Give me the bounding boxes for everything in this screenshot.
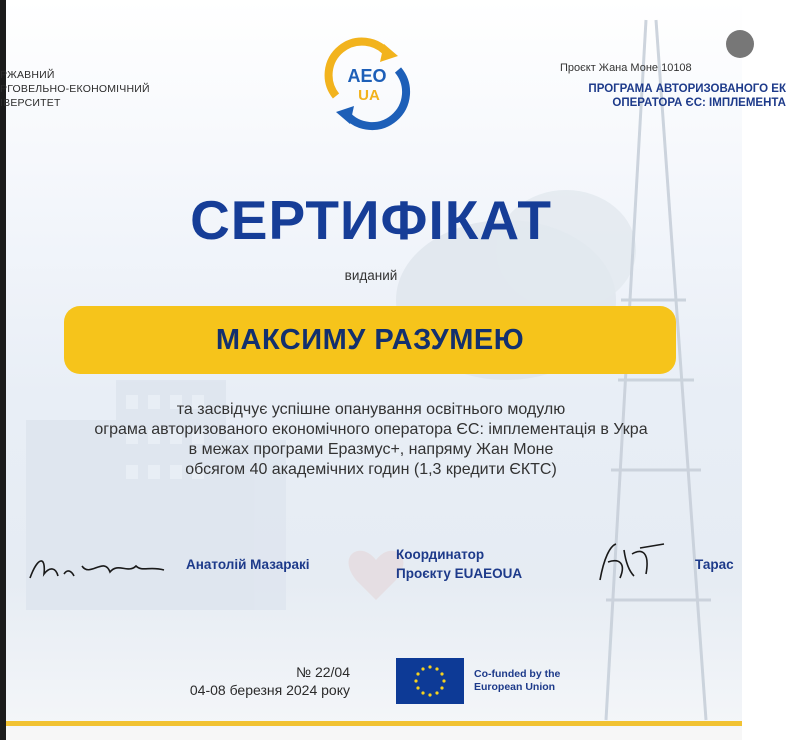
signer-1-name: Анатолій Мазаракі: [186, 557, 310, 572]
coordinator-line-2: Проєкту EUAEOUA: [396, 566, 523, 581]
photo-bottom-margin: [6, 728, 742, 740]
body-line-1: та засвідчує успішне опанування освітнього модулю: [176, 401, 566, 418]
university-line-1: РЖАВНИЙ: [0, 69, 55, 81]
certificate-title: СЕРТИФІКАТ: [190, 189, 552, 251]
project-number: Проєкт Жана Моне 10108: [560, 62, 692, 74]
certificate-number: № 22/04: [296, 664, 350, 680]
body-line-3: в межах програми Еразмус+, напряму Жан Моне: [188, 441, 554, 458]
eu-line-1: Co-funded by the: [474, 668, 561, 680]
signature-1-image: [24, 548, 174, 588]
university-line-2: РГОВЕЛЬНО-ЕКОНОМІЧНИЙ: [0, 83, 150, 95]
body-line-2: ограма авторизованого економічного оператора ЄС: імплементація в Укра: [94, 421, 648, 438]
recipient-name: МАКСИМУ РАЗУМЕЮ: [215, 324, 525, 356]
university-line-3: ІВЕРСИТЕТ: [0, 97, 61, 109]
corner-control[interactable]: [726, 30, 754, 58]
eu-line-2: European Union: [474, 681, 556, 693]
aeo-ua-logo: [318, 38, 416, 128]
program-line-2: ОПЕРАТОРА ЄС: ІМПЛЕМЕНТА: [612, 97, 786, 109]
eu-flag-icon: [396, 658, 464, 704]
coordinator-line-1: Координатор: [396, 547, 485, 562]
program-line-1: ПРОГРАМА АВТОРИЗОВАНОГО ЕК: [588, 83, 786, 95]
logo-ua-text: UA: [358, 87, 380, 104]
signature-2-image: [590, 538, 670, 588]
coordinator-label: [396, 545, 522, 583]
bottom-gold-rule: [6, 721, 742, 726]
issued-label: виданий: [344, 268, 398, 283]
certificate-date: 04-08 березня 2024 року: [189, 682, 350, 698]
signer-2-name: Тарас: [695, 557, 734, 572]
certificate-body: [0, 400, 742, 480]
eu-cofunded-text: [474, 668, 560, 694]
program-title: [486, 82, 786, 110]
logo-aeo-text: AEO: [347, 66, 387, 86]
university-name: [0, 68, 220, 110]
body-line-4: обсягом 40 академічних годин (1,3 кредити ЄКТС): [185, 461, 557, 478]
